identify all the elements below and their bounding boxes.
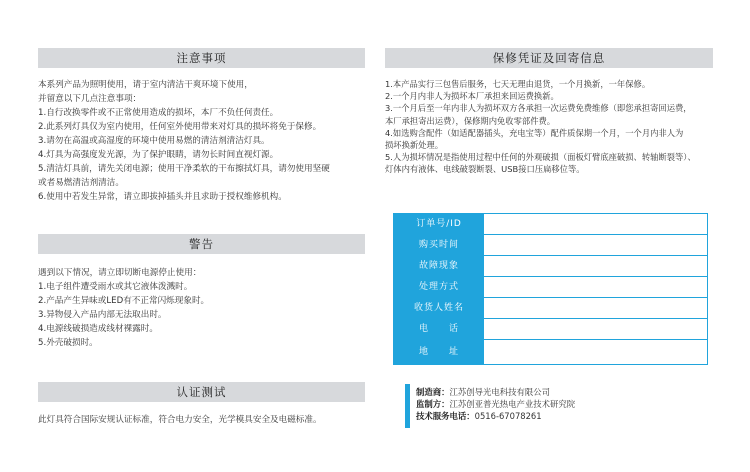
warranty-line: 2.一个月内非人为损坏本厂承担来回运费换新。	[385, 91, 559, 102]
form-label: 收货人姓名	[394, 298, 484, 318]
warning-line: 5.外壳破损时。	[38, 338, 98, 348]
warranty-title-banner: 保修凭证及回寄信息	[385, 48, 713, 68]
warranty-line: 3.一个月后至一年内非人为损坏双方各承担一次运费免费维修（即您承担寄回运费，	[385, 103, 692, 114]
warranty-line: 5.人为损坏情况是指使用过程中任何的外观破损（面板灯臂底座破损、转轴断裂等）、	[385, 152, 696, 163]
supervisor-name: 江苏创亚普光热电产业技术研究院	[449, 399, 576, 409]
contact-accent-bar	[405, 384, 410, 428]
notice-line: 本系列产品为照明使用，请于室内清洁干爽环境下使用，	[38, 80, 253, 90]
handling-field[interactable]	[485, 277, 707, 297]
warranty-text	[385, 78, 696, 176]
notice-line: 1.自行改换零件或不正常使用造成的损坏，本厂不负任何责任。	[38, 108, 279, 118]
notice-line: 2.此系列灯具仅为室内使用，任何室外使用带来对灯具的损坏将免于保修。	[38, 122, 322, 132]
contact-info	[416, 386, 575, 422]
notice-line: 4.灯具为高强度发光源，为了保护眼睛，请勿长时间直视灯源。	[38, 150, 279, 160]
form-row-phone	[394, 319, 707, 340]
manufacturer-name: 江苏创导光电科技有限公司	[449, 387, 550, 397]
notice-title-banner: 注意事项	[38, 48, 365, 68]
form-label: 处理方式	[394, 277, 484, 297]
form-label: 订单号/ID	[394, 214, 484, 234]
order-id-field[interactable]	[485, 214, 707, 234]
form-row-fault	[394, 256, 707, 277]
certification-text	[38, 413, 322, 427]
phone-number: 0516-67078261	[474, 411, 542, 421]
warranty-line: 1.本产品实行三包售后服务，七天无理由退货，一个月换新，一年保修。	[385, 79, 651, 89]
warning-text	[38, 266, 209, 350]
warranty-line: 本厂承担寄出运费），保修期内免收零部件费。	[385, 115, 556, 126]
warning-title-banner: 警告	[38, 234, 365, 254]
notice-line: 6.使用中若发生异常，请立即拔掉插头并且求助于授权维修机构。	[38, 192, 287, 202]
return-info-form	[393, 213, 708, 365]
address-field[interactable]	[485, 340, 707, 364]
warranty-line: 4.如选购含配件（如适配器插头，充电宝等）配件质保期一个月，一个月内非人为	[385, 127, 684, 138]
warranty-line: 损坏换新处理。	[385, 139, 444, 150]
certification-title-banner: 认证测试	[38, 382, 365, 402]
warning-line: 2.产品产生异味或LED有不正常闪烁现象时。	[38, 296, 210, 306]
form-row-recipient	[394, 298, 707, 319]
form-label: 购买时间	[394, 235, 484, 255]
supervisor-label: 监制方：	[416, 399, 450, 409]
recipient-field[interactable]	[485, 298, 707, 318]
fault-field[interactable]	[485, 256, 707, 276]
purchase-time-field[interactable]	[485, 235, 707, 255]
form-row-address	[394, 340, 707, 364]
warning-line: 3.异物侵入产品内部无法取出时。	[38, 310, 167, 320]
warning-line: 4.电源线破损造成线材裸露时。	[38, 324, 158, 334]
manufacturer-label: 制造商：	[416, 387, 450, 397]
warning-line: 1.电子组件遭受雨水或其它液体泼溅时。	[38, 282, 193, 292]
form-label: 电 话	[394, 319, 484, 339]
notice-text	[38, 78, 330, 204]
phone-label: 技术服务电话：	[416, 411, 475, 421]
notice-line: 3.请勿在高温或高湿度的环境中使用易燃的清洁剂清洁灯具。	[38, 136, 270, 146]
warning-line: 遇到以下情况，请立即切断电源停止使用：	[38, 268, 202, 278]
notice-line: 5.清洁灯具前，请先关闭电源；使用干净柔软的干布擦拭灯具，请勿使用坚硬	[38, 164, 330, 174]
warranty-line: 灯体内有液体、电线破裂断裂、USB接口压扁移位等。	[385, 164, 585, 175]
form-row-handling	[394, 277, 707, 298]
form-row-order-id	[394, 214, 707, 235]
notice-line: 或者易燃清洁剂清洁。	[38, 178, 124, 188]
phone-field[interactable]	[485, 319, 707, 339]
certification-line: 此灯具符合国际安规认证标准，符合电力安全，光学模具安全及电磁标准。	[38, 415, 322, 425]
form-label: 地 址	[394, 340, 484, 364]
form-label: 故障现象	[394, 256, 484, 276]
notice-line: 并留意以下几点注意事项：	[38, 94, 142, 104]
form-row-purchase-time	[394, 235, 707, 256]
